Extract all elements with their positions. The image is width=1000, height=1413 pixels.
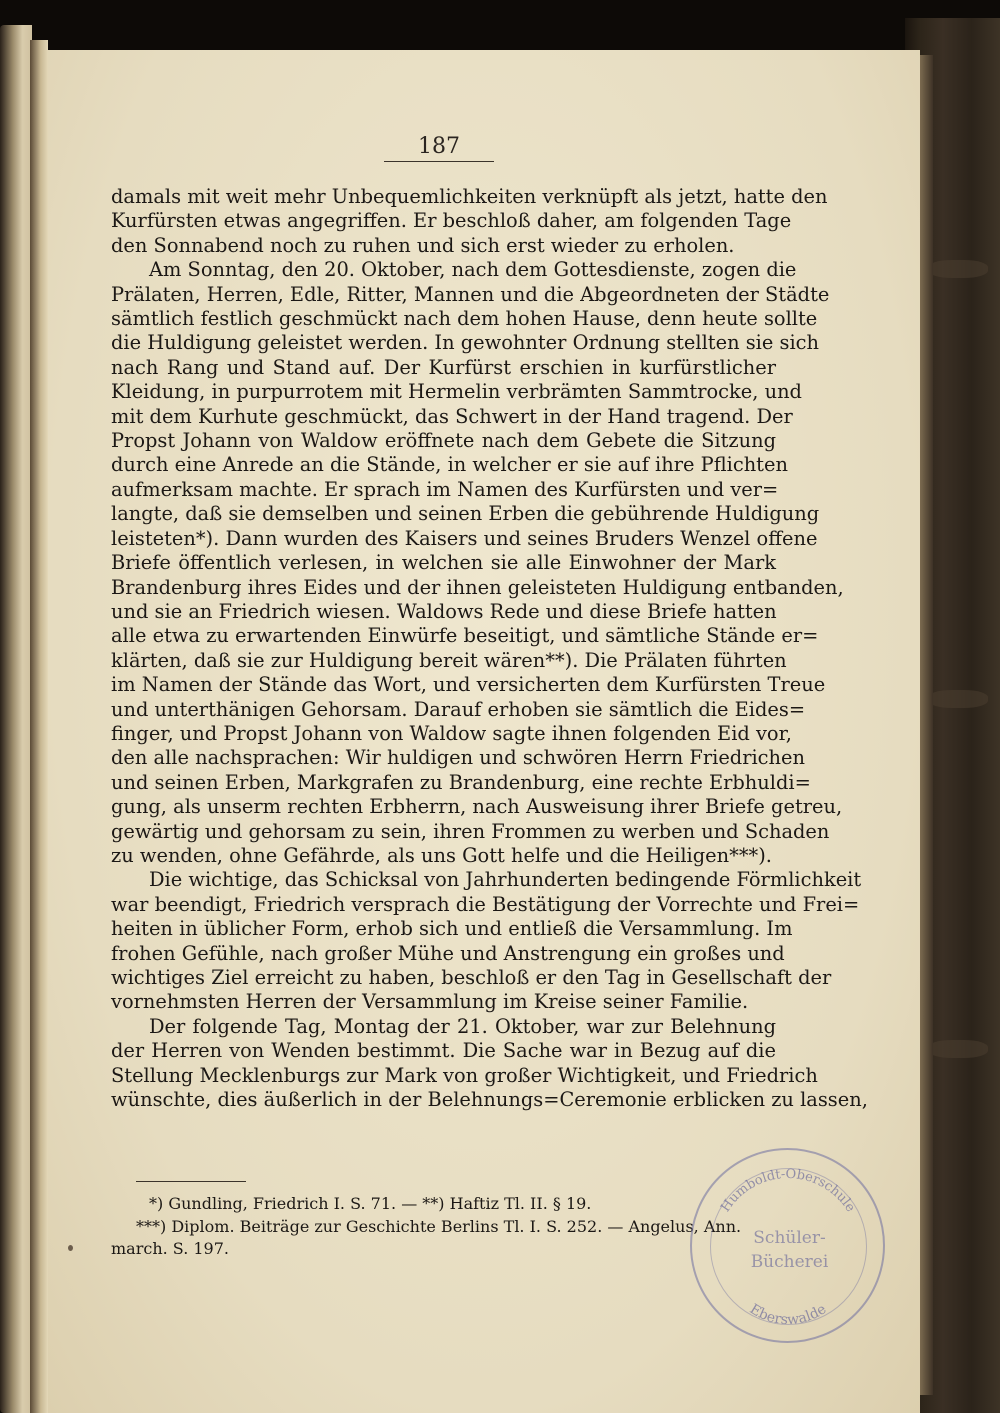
- paragraph: [111, 868, 862, 1014]
- text-line: und seinen Erben, Markgrafen zu Brandenburg, eine rechte Erbhuldi=: [111, 770, 811, 794]
- footnote-rule: [136, 1181, 246, 1182]
- text-line: wichtiges Ziel erreicht zu haben, beschloß er den Tag in Gesellschaft der: [111, 966, 832, 989]
- body-text: [111, 185, 868, 1112]
- text-line: leisteten*). Dann wurden des Kaisers und seines Bruders Wenzel offene: [111, 526, 818, 550]
- text-line: Kleidung, in purpurrotem mit Hermelin verbrämten Sammtrocke, und: [111, 380, 802, 404]
- text-line: den alle nachsprachen: Wir huldigen und schwören Herrn Friedrichen: [111, 746, 805, 770]
- text-line: Kurfürsten etwas angegriffen. Er beschloß daher, am folgenden Tage: [111, 209, 792, 233]
- book-spine-left: [0, 25, 32, 1413]
- text-line: der Herren von Wenden bestimmt. Die Sache war in Bezug auf die: [111, 1039, 776, 1063]
- paragraph: [111, 1014, 868, 1113]
- text-line: alle etwa zu erwartenden Einwürfe beseitigt, und sämtliche Stände er=: [111, 624, 819, 648]
- text-line: Brandenburg ihres Eides und der ihnen geleisteten Huldigung entbanden,: [111, 575, 844, 599]
- text-line: zu wenden, ohne Gefährde, als uns Gott helfe und die Heiligen***).: [111, 843, 772, 867]
- text-line: Briefe öffentlich verlesen, in welchen sie alle Einwohner der Mark: [111, 551, 776, 575]
- text-line: frohen Gefühle, nach großer Mühe und Anstrengung ein großes und: [111, 941, 785, 965]
- footnotes: [111, 1193, 781, 1261]
- text-line: den Sonnabend noch zu ruhen und sich erst wieder zu erholen.: [111, 233, 735, 257]
- footnote-2: ***) Diplom. Beiträge zur Geschichte Berlins Tl. I. S. 252. — Angelus, Ann.: [136, 1216, 742, 1236]
- text-line: Prälaten, Herren, Edle, Ritter, Mannen und die Abgeordneten der Städte: [111, 282, 830, 306]
- text-line: vornehmsten Herren der Versammlung im Kreise seiner Familie.: [111, 990, 749, 1014]
- paper-speck: [68, 1245, 73, 1251]
- text-line: gewärtig und gehorsam zu sein, ihren Frommen zu werben und Schaden: [111, 819, 830, 843]
- text-line: klärten, daß sie zur Huldigung bereit wären**). Die Prälaten führten: [111, 648, 787, 672]
- paragraph: [111, 258, 844, 868]
- stamp-top-text: Humboldt-Oberschule: [718, 1166, 858, 1215]
- cover-wear-mark: [928, 690, 988, 708]
- stamp-line-1: Schüler-: [753, 1228, 826, 1248]
- footnote-2-continuation: march. S. 197.: [111, 1239, 229, 1258]
- text-line: damals mit weit mehr Unbequemlichkeiten verknüpft als jetzt, hatte den: [111, 185, 828, 208]
- paragraph: [111, 185, 828, 258]
- text-line: sämtlich festlich geschmückt nach dem hohen Hause, denn heute sollte: [111, 307, 818, 331]
- stamp-center-text: [732, 1226, 847, 1274]
- text-line: nach Rang und Stand auf. Der Kurfürst erschien in kurfürstlicher: [111, 355, 776, 379]
- text-line: und sie an Friedrich wiesen. Waldows Rede und diese Briefe hatten: [111, 599, 777, 623]
- text-line: Die wichtige, das Schicksal von Jahrhunderten bedingende Förmlichkeit: [149, 868, 862, 892]
- cover-wear-mark: [928, 260, 988, 278]
- text-line: und unterthänigen Gehorsam. Darauf erhoben sie sämtlich die Eides=: [111, 697, 806, 721]
- page-gutter-left: [30, 40, 48, 1413]
- cover-wear-mark: [928, 1040, 988, 1058]
- text-line: war beendigt, Friedrich versprach die Bestätigung der Vorrechte und Frei=: [111, 892, 860, 916]
- text-line: aufmerksam machte. Er sprach im Namen des Kurfürsten und ver=: [111, 477, 779, 501]
- page-number-rule: [384, 161, 494, 162]
- text-line: heiten in üblicher Form, erhob sich und entließ die Versammlung. Im: [111, 917, 793, 941]
- text-line: Stellung Mecklenburgs zur Mark von großer Wichtigkeit, und Friedrich: [111, 1063, 818, 1087]
- text-line: mit dem Kurhute geschmückt, das Schwert in der Hand tragend. Der: [111, 404, 793, 428]
- text-line: durch eine Anrede an die Stände, in welcher er sie auf ihre Pflichten: [111, 453, 788, 477]
- text-line: Der folgende Tag, Montag der 21. Oktober, war zur Belehnung: [149, 1014, 776, 1038]
- library-stamp: [690, 1148, 885, 1343]
- stamp-line-2: Bücherei: [750, 1252, 829, 1272]
- footnote-1: *) Gundling, Friedrich I. S. 71. — **) Haftiz Tl. II. § 19.: [149, 1194, 592, 1213]
- text-line: wünschte, dies äußerlich in der Belehnungs=Ceremonie erblicken zu lassen,: [111, 1088, 868, 1112]
- text-line: im Namen der Stände das Wort, und versicherten dem Kurfürsten Treue: [111, 673, 826, 697]
- text-line: die Huldigung geleistet werden. In gewohnter Ordnung stellten sie sich: [111, 331, 820, 355]
- text-line: Propst Johann von Waldow eröffnete nach dem Gebete die Sitzung: [111, 429, 776, 453]
- text-line: gung, als unserm rechten Erbherrn, nach Ausweisung ihrer Briefe getreu,: [111, 795, 843, 819]
- text-line: langte, daß sie demselben und seinen Erben die gebührende Huldigung: [111, 502, 820, 526]
- text-line: finger, und Propst Johann von Waldow sagte ihnen folgenden Eid vor,: [111, 721, 792, 745]
- text-line: Am Sonntag, den 20. Oktober, nach dem Gottesdienste, zogen die: [149, 258, 797, 282]
- stamp-bottom-text: Eberswalde: [746, 1301, 830, 1329]
- page-number: 187: [418, 134, 460, 159]
